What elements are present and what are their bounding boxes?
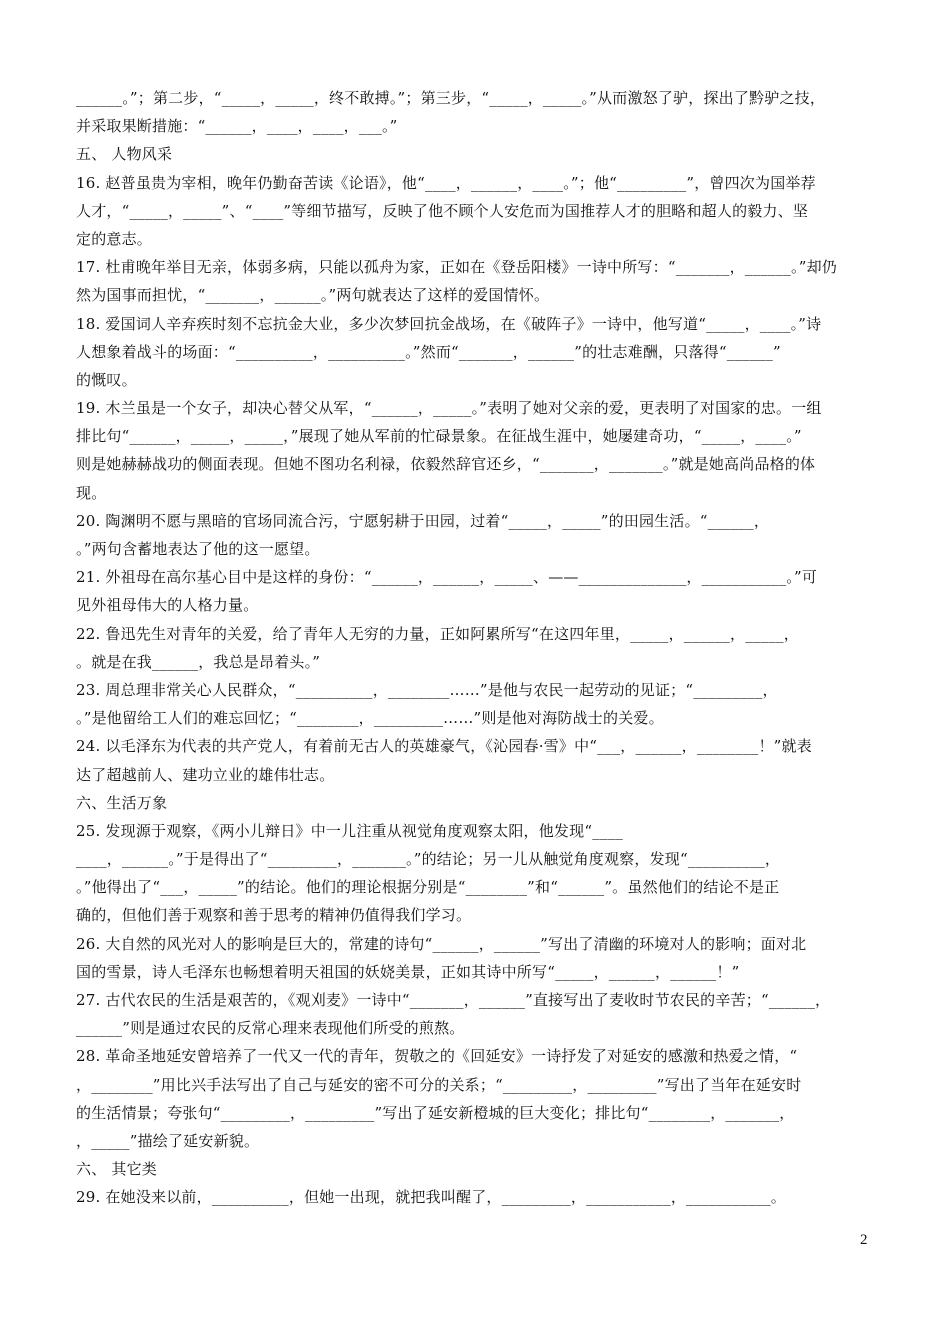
text-line: 人才，“_____，_____”、“____”等细节描写，反映了他不顾个人安危而为国推荐人才的胆略和超人的毅力、坚 [76,201,809,220]
text-line: 现。 [76,483,107,502]
text-line: 。”两句含蓄地表达了他的这一愿望。 [76,540,320,558]
text-line: ，_____”描绘了延安新貌。 [76,1131,260,1150]
text-line: 21. 外祖母在高尔基心目中是这样的身份：“______，______，_____、——______________，___________。”可 [76,568,818,587]
text-line: 27. 古代农民的生活是艰苦的，《观刈麦》一诗中“_______，______”直接写出了麦收时节农民的辛苦；“______， [76,991,831,1009]
text-line: 排比句“______，_____，_____，”展现了她从军前的忙碌景象。在征战生涯中，她屡建奇功，“_____，____。” [76,427,802,446]
text-line: 29. 在她没来以前，__________，但她一出现，就把我叫醒了，_________，___________，___________。 [76,1188,786,1207]
text-line: 并采取果断措施：“______，____，____，___。” [76,117,398,136]
text-line: 达了超越前人、建功立业的雄伟壮志。 [76,765,335,784]
text-line: 26. 大自然的风光对人的影响是巨大的，常建的诗句“______，______”写出了清幽的环境对人的影响；面对北 [76,934,807,953]
text-line: 17. 杜甫晚年举目无亲，体弱多病，只能以孤舟为家，正如在《登岳阳楼》一诗中所写：“_______，______。”却仍 [76,258,837,277]
text-line: 25. 发现源于观察，《两小儿辩日》中一儿注重从视觉角度观察太阳，他发现“____ [76,821,623,840]
text-line: ______”则是通过农民的反常心理来表现他们所受的煎熬。 [76,1019,465,1038]
text-line: 28. 革命圣地延安曾培养了一代又一代的青年，贺敬之的《回延安》一诗抒发了对延安的感激和热爱之情，“ [76,1047,798,1066]
text-line: 六、 其它类 [76,1160,157,1179]
text-line: 19. 木兰虽是一个女子，却决心替父从军，“______，_____。”表明了她对父亲的爱，更表明了对国家的忠。一组 [76,399,822,418]
text-line: 见外祖母伟大的人格力量。 [76,596,259,615]
text-line: 确的，但他们善于观察和善于思考的精神仍值得我们学习。 [76,906,472,925]
page-number: 2 [860,1232,868,1248]
text-line: 。”他得出了“___，_____”的结论。他们的理论根据分别是“________”和“______”。虽然他们的结论不是正 [76,878,780,897]
text-line: 定的意志。 [76,229,153,248]
text-line: 16. 赵普虽贵为宰相，晚年仍勤奋苦读《论语》，他“____，______，____。”；他“_________”，曾四次为国举荐 [76,173,816,192]
text-line: 的生活情景；夸张句“_________，_________”写出了延安新橙城的巨大变化；排比句“________，_______， [76,1103,795,1122]
text-line: ______。”；第二步，“_____，_____，终不敢搏。”；第三步，“_____，_____。”从而激怒了驴，探出了黔驴之技， [76,89,826,107]
text-line: ，________”用比兴手法写出了自己与延安的密不可分的关系；“_________，_________”写出了当年在延安时 [76,1075,802,1094]
text-line: 24. 以毛泽东为代表的共产党人，有着前无古人的英雄豪气，《沁园春·雪》中“___，______，________！”就表 [76,737,812,756]
text-line: 20. 陶渊明不愿与黑暗的官场同流合污，宁愿躬耕于田园，过着“_____，_____”的田园生活。“______， [76,511,770,530]
text-line: 国的雪景，诗人毛泽东也畅想着明天祖国的妖娆美景，正如其诗中所写“_____，______，______！” [76,962,740,981]
text-line: 23. 周总理非常关心人民群众，“__________，________……”是他与农民一起劳动的见证；“_________， [76,680,778,699]
text-line: ____，______。”于是得出了“_________，_______。”的结论；另一儿从触觉角度观察，发现“__________， [76,850,781,869]
text-line: 然为国事而担忧，“_______，______。”两句就表达了这样的爱国情怀。 [76,286,550,305]
text-line: 六、生活万象 [76,793,168,812]
text-line: 。就是在我______，我总是昂着头。” [76,652,321,671]
text-line: 的慨叹。 [76,370,137,389]
text-line: 五、 人物风采 [76,145,173,164]
document-body [76,84,876,1212]
text-line: 则是她赫赫战功的侧面表现。但她不图功名利禄，依毅然辞官还乡，“_______，_______。”就是她高尚品格的体 [76,455,816,474]
text-line: 18. 爱国词人辛弃疾时刻不忘抗金大业，多少次梦回抗金战场，在《破阵子》一诗中，他写道“_____，____。”诗 [76,314,822,333]
text-line: 人想象着战斗的场面：“__________，__________。”然而“_______，______”的壮志难酬，只落得“______” [76,342,781,361]
text-line: 22. 鲁迅先生对青年的关爱，给了青年人无穷的力量，正如阿累所写“在这四年里，_____，______，_____， [76,624,799,643]
text-line: 。”是他留给工人们的难忘回忆；“________，_________……”则是他对海防战士的关爱。 [76,709,664,728]
